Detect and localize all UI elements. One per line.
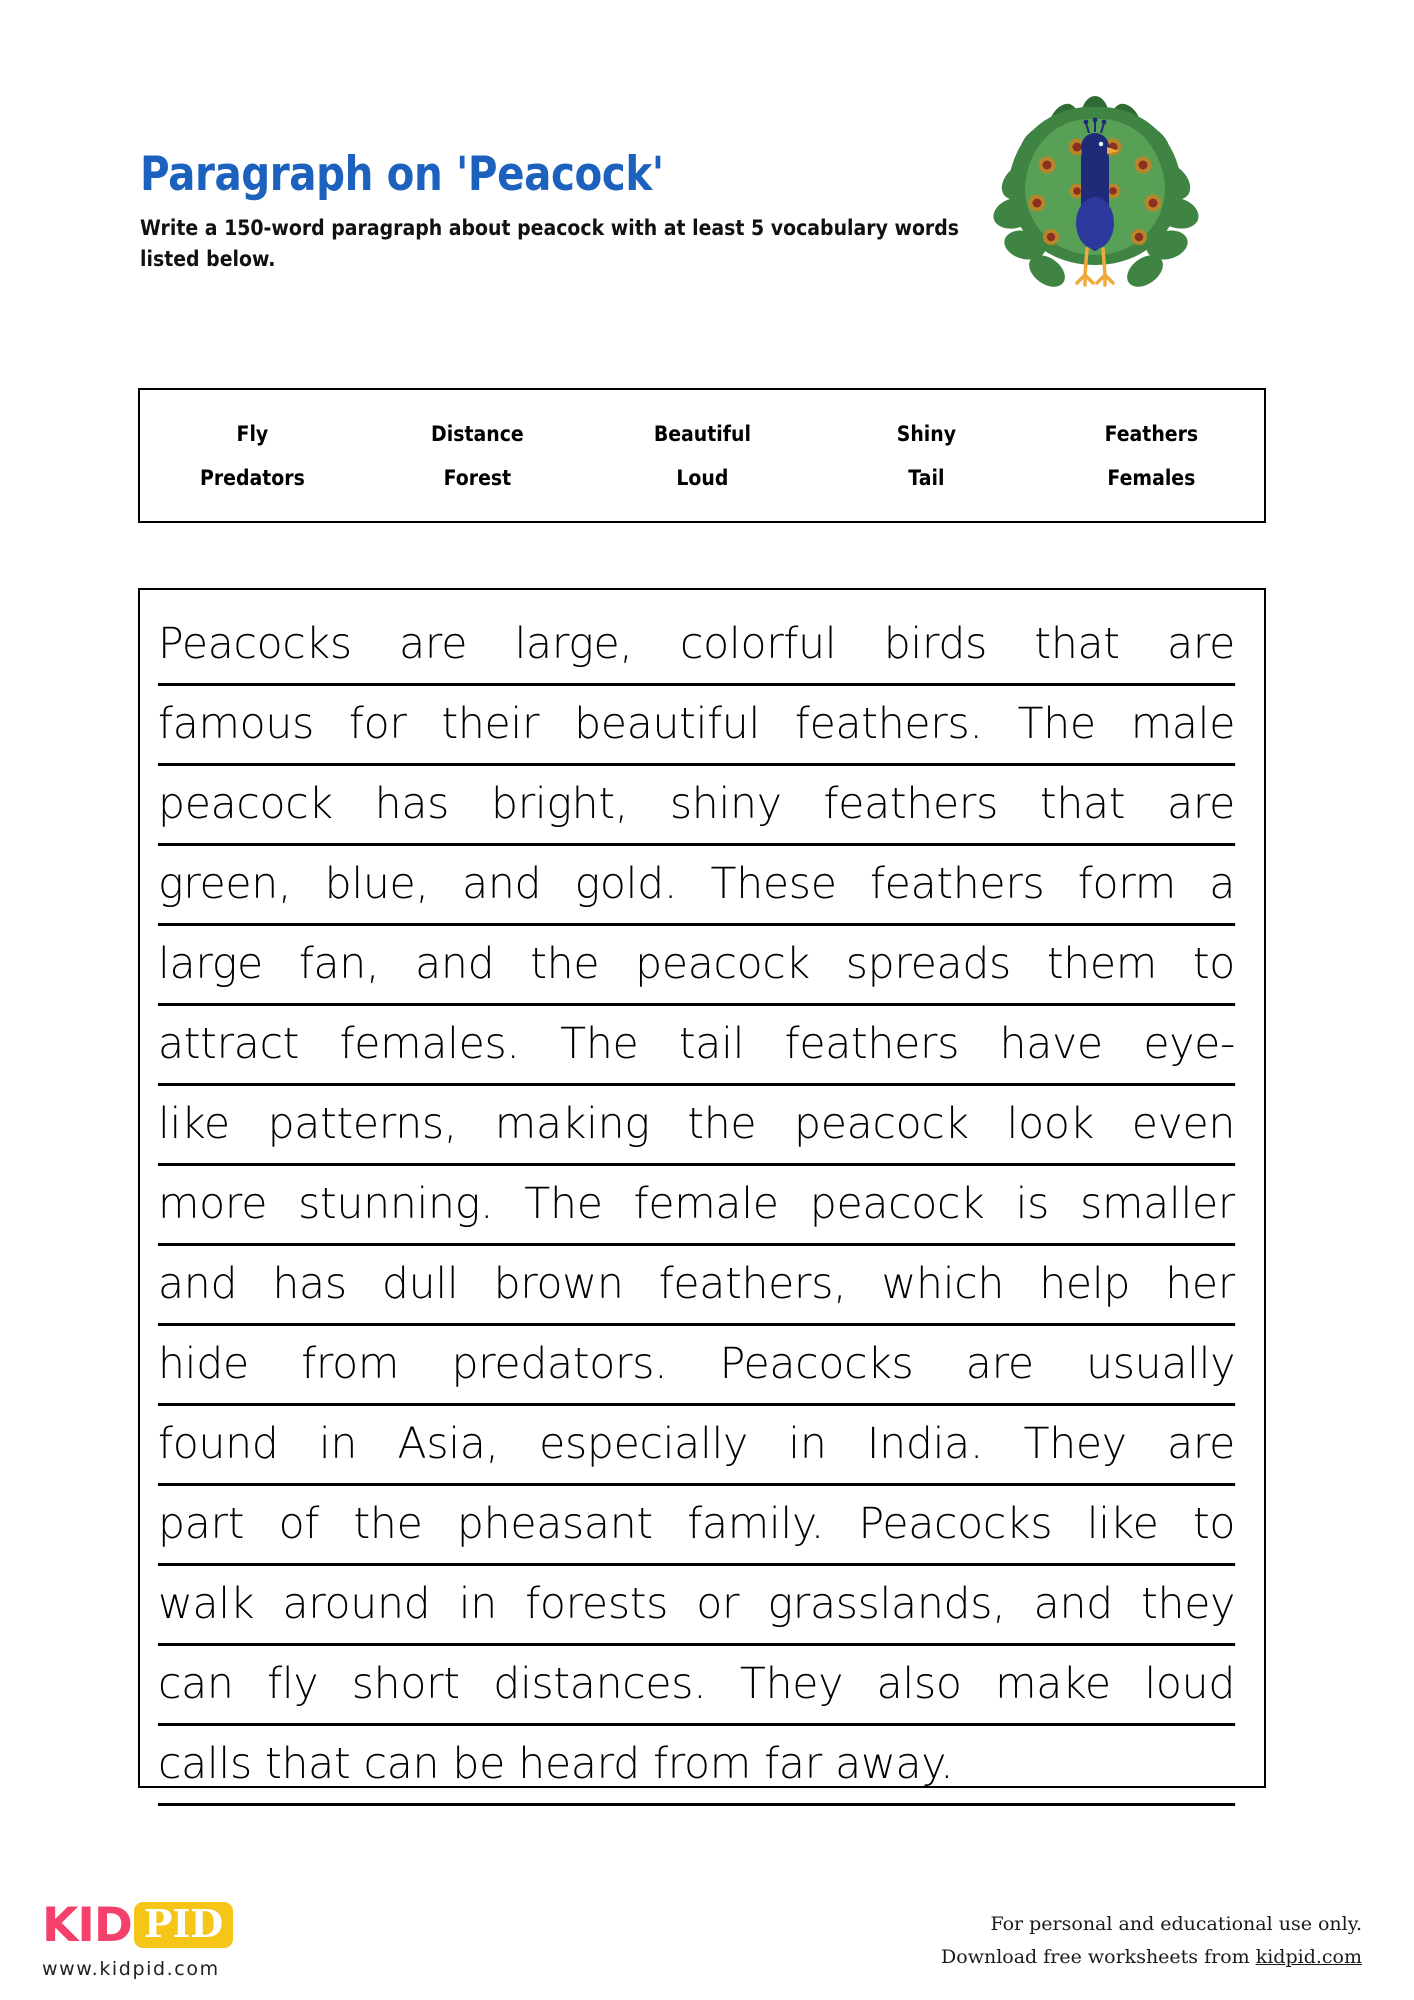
paragraph-word: of: [278, 1499, 320, 1549]
paragraph-line: [158, 1646, 1235, 1726]
usage-note-line-2: [941, 1941, 1362, 1974]
paragraph-word: female: [633, 1179, 779, 1229]
paragraph-word: feathers: [869, 859, 1045, 909]
paragraph-word: loud: [1144, 1659, 1236, 1709]
paragraph-word: green,: [158, 859, 292, 909]
paragraph-word: making: [494, 1099, 650, 1149]
paragraph-word: grasslands,: [767, 1579, 1006, 1629]
paragraph-word: her: [1165, 1259, 1236, 1309]
peacock-illustration: [985, 95, 1205, 305]
paragraph-word: peacock: [794, 1099, 969, 1149]
logo-url: www.kidpid.com: [42, 1958, 220, 1980]
paragraph-word: from: [653, 1739, 751, 1789]
paragraph-word: The: [1017, 699, 1096, 749]
paragraph-word: in: [458, 1579, 497, 1629]
paragraph-word: family.: [687, 1499, 825, 1549]
paragraph-word: are: [1167, 619, 1236, 669]
paragraph-word: feathers: [823, 779, 998, 829]
paragraph-word: dull: [381, 1259, 459, 1309]
paragraph-word: away.: [835, 1739, 954, 1789]
paragraph-line: [158, 1406, 1235, 1486]
paragraph-word: especially: [539, 1419, 748, 1469]
paragraph-word: their: [441, 699, 540, 749]
paragraph-word: make: [995, 1659, 1111, 1709]
paragraph-word: eye-: [1143, 1019, 1236, 1069]
paragraph-word: predators.: [451, 1339, 668, 1389]
paragraph-word: blue,: [324, 859, 429, 909]
paragraph-word: the: [530, 939, 600, 989]
paragraph-line: [158, 1726, 1235, 1806]
paragraph-word: help: [1039, 1259, 1131, 1309]
paragraph-line: [158, 1246, 1235, 1326]
paragraph-word: in: [788, 1419, 827, 1469]
paragraph-word: patterns,: [267, 1099, 458, 1149]
paragraph-word: hide: [158, 1339, 249, 1389]
logo-mark: [42, 1898, 233, 1952]
paragraph-word: Peacocks: [719, 1339, 914, 1389]
paragraph-word: large,: [514, 619, 633, 669]
vocabulary-row: [140, 466, 1264, 490]
paragraph-word: far: [764, 1739, 822, 1789]
paragraph-word: walk: [158, 1579, 255, 1629]
paragraph-word: Asia,: [397, 1419, 499, 1469]
paragraph-word: for: [348, 699, 407, 749]
paragraph-word: and: [415, 939, 495, 989]
usage-note-line-1: For personal and educational use only.: [990, 1913, 1362, 1935]
paragraph-line: [158, 766, 1235, 846]
paragraph-word: like: [158, 1099, 230, 1149]
logo-pid-text: PID: [143, 1901, 224, 1946]
paragraph-word: peacock: [809, 1179, 985, 1229]
paragraph-word: is: [1015, 1179, 1049, 1229]
paragraph-word: or: [696, 1579, 740, 1629]
paragraph-word: They: [739, 1659, 844, 1709]
paragraph-word: are: [399, 619, 468, 669]
paragraph-word: smaller: [1080, 1179, 1236, 1229]
vocabulary-word: Shiny: [897, 421, 957, 446]
paragraph-word: tail: [678, 1019, 745, 1069]
vocabulary-word: Distance: [430, 421, 524, 446]
paragraph-word: look: [1006, 1099, 1094, 1149]
paragraph-line: [158, 846, 1235, 926]
vocabulary-word: Forest: [443, 465, 511, 490]
paragraph-word: Peacocks: [858, 1499, 1053, 1549]
paragraph-word: fan,: [298, 939, 380, 989]
paragraph-word: The: [524, 1179, 603, 1229]
paragraph-word: which: [881, 1259, 1005, 1309]
paragraph-word: in: [318, 1419, 358, 1469]
paragraph-word: famous: [158, 699, 314, 749]
paragraph-word: peacock: [635, 939, 810, 989]
paragraph-word: more: [158, 1179, 268, 1229]
vocabulary-word: Predators: [199, 465, 305, 490]
paragraph-word: fly: [267, 1659, 319, 1709]
paragraph-word: can: [158, 1659, 234, 1709]
paragraph-word: short: [351, 1659, 460, 1709]
paragraph-word: Peacocks: [158, 619, 352, 669]
paragraph-line: [158, 1566, 1235, 1646]
kidpid-link[interactable]: kidpid.com: [1255, 1946, 1362, 1969]
paragraph-word: stunning.: [298, 1179, 494, 1229]
paragraph-line: [158, 1006, 1235, 1086]
paragraph-word: usually: [1086, 1339, 1236, 1389]
paragraph-line: [158, 926, 1235, 1006]
vocabulary-word: Feathers: [1104, 421, 1199, 446]
paragraph-word: colorful: [680, 619, 837, 669]
paragraph-word: large: [158, 939, 263, 989]
paragraph-word: form: [1077, 859, 1176, 909]
paragraph-word: also: [876, 1659, 962, 1709]
paragraph-word: These: [710, 859, 837, 909]
kidpid-logo: [42, 1898, 233, 1980]
paragraph-line: [158, 1086, 1235, 1166]
paragraph-word: peacock: [158, 779, 333, 829]
paragraph-word: spreads: [845, 939, 1011, 989]
paragraph-line: [158, 606, 1235, 686]
logo-kid-text: KID: [42, 1897, 132, 1953]
vocabulary-word-bank: [138, 388, 1266, 523]
paragraph-word: and: [1033, 1579, 1113, 1629]
vocabulary-word: Tail: [908, 465, 945, 490]
paragraph-word: attract: [158, 1019, 300, 1069]
paragraph-word: are: [1167, 1419, 1236, 1469]
paragraph-word: be: [452, 1739, 506, 1789]
vocabulary-word: Fly: [236, 421, 269, 446]
paragraph-word: part: [158, 1499, 245, 1549]
paragraph-word: India.: [866, 1419, 984, 1469]
paragraph-word: feathers: [784, 1019, 960, 1069]
paragraph-line: [158, 686, 1235, 766]
paragraph-answer-box[interactable]: [138, 588, 1266, 1788]
paragraph-line: [158, 1326, 1235, 1406]
paragraph-word: from: [301, 1339, 400, 1389]
paragraph-word: around: [282, 1579, 431, 1629]
paragraph-word: that: [1039, 779, 1126, 829]
vocabulary-word: Beautiful: [653, 421, 751, 446]
paragraph-word: shiny: [669, 779, 782, 829]
paragraph-line: [158, 1166, 1235, 1246]
logo-pid-badge: [134, 1902, 233, 1948]
vocabulary-word: Females: [1107, 465, 1196, 490]
paragraph-word: even: [1131, 1099, 1236, 1149]
paragraph-word: females.: [339, 1019, 520, 1069]
paragraph-word: and: [158, 1259, 238, 1309]
paragraph-word: feathers,: [658, 1259, 847, 1309]
paragraph-word: feathers.: [794, 699, 983, 749]
paragraph-word: are: [1167, 779, 1236, 829]
paragraph-word: a: [1209, 859, 1236, 909]
paragraph-word: distances.: [493, 1659, 707, 1709]
paragraph-word: that: [265, 1739, 351, 1789]
footer-usage-note: [941, 1908, 1362, 1975]
paragraph-word: forests: [525, 1579, 668, 1629]
paragraph-line: [158, 1486, 1235, 1566]
paragraph-word: they: [1141, 1579, 1236, 1629]
page-title: Paragraph on 'Peacock': [140, 147, 664, 202]
download-note-prefix: Download free worksheets from: [941, 1946, 1256, 1969]
worksheet-header: [140, 147, 990, 274]
paragraph-word: They: [1023, 1419, 1127, 1469]
paragraph-word: has: [374, 779, 450, 829]
paragraph-word: them: [1046, 939, 1157, 989]
paragraph-word: calls: [158, 1739, 252, 1789]
paragraph-word: can: [363, 1739, 440, 1789]
vocabulary-word: Loud: [675, 465, 729, 490]
paragraph-word: heard: [518, 1739, 640, 1789]
paragraph-word: bright,: [490, 779, 628, 829]
paragraph-word: brown: [493, 1259, 624, 1309]
vocabulary-row: [140, 422, 1264, 446]
paragraph-word: and: [462, 859, 542, 909]
paragraph-word: beautiful: [574, 699, 761, 749]
paragraph-word: that: [1034, 619, 1120, 669]
paragraph-word: have: [999, 1019, 1103, 1069]
paragraph-word: are: [965, 1339, 1034, 1389]
paragraph-word: pheasant: [456, 1499, 653, 1549]
paragraph-word: gold.: [574, 859, 678, 909]
paragraph-word: to: [1192, 939, 1236, 989]
paragraph-word: has: [272, 1259, 347, 1309]
paragraph-word: male: [1130, 699, 1236, 749]
paragraph-word: the: [353, 1499, 423, 1549]
paragraph-word: to: [1192, 1499, 1236, 1549]
paragraph-word: The: [560, 1019, 639, 1069]
paragraph-word: found: [158, 1419, 279, 1469]
worksheet-instructions: Write a 150-word paragraph about peacock with at least 5 vocabulary words listed below.: [140, 216, 960, 271]
paragraph-word: like: [1086, 1499, 1159, 1549]
paragraph-word: the: [687, 1099, 757, 1149]
paragraph-word: birds: [883, 619, 988, 669]
